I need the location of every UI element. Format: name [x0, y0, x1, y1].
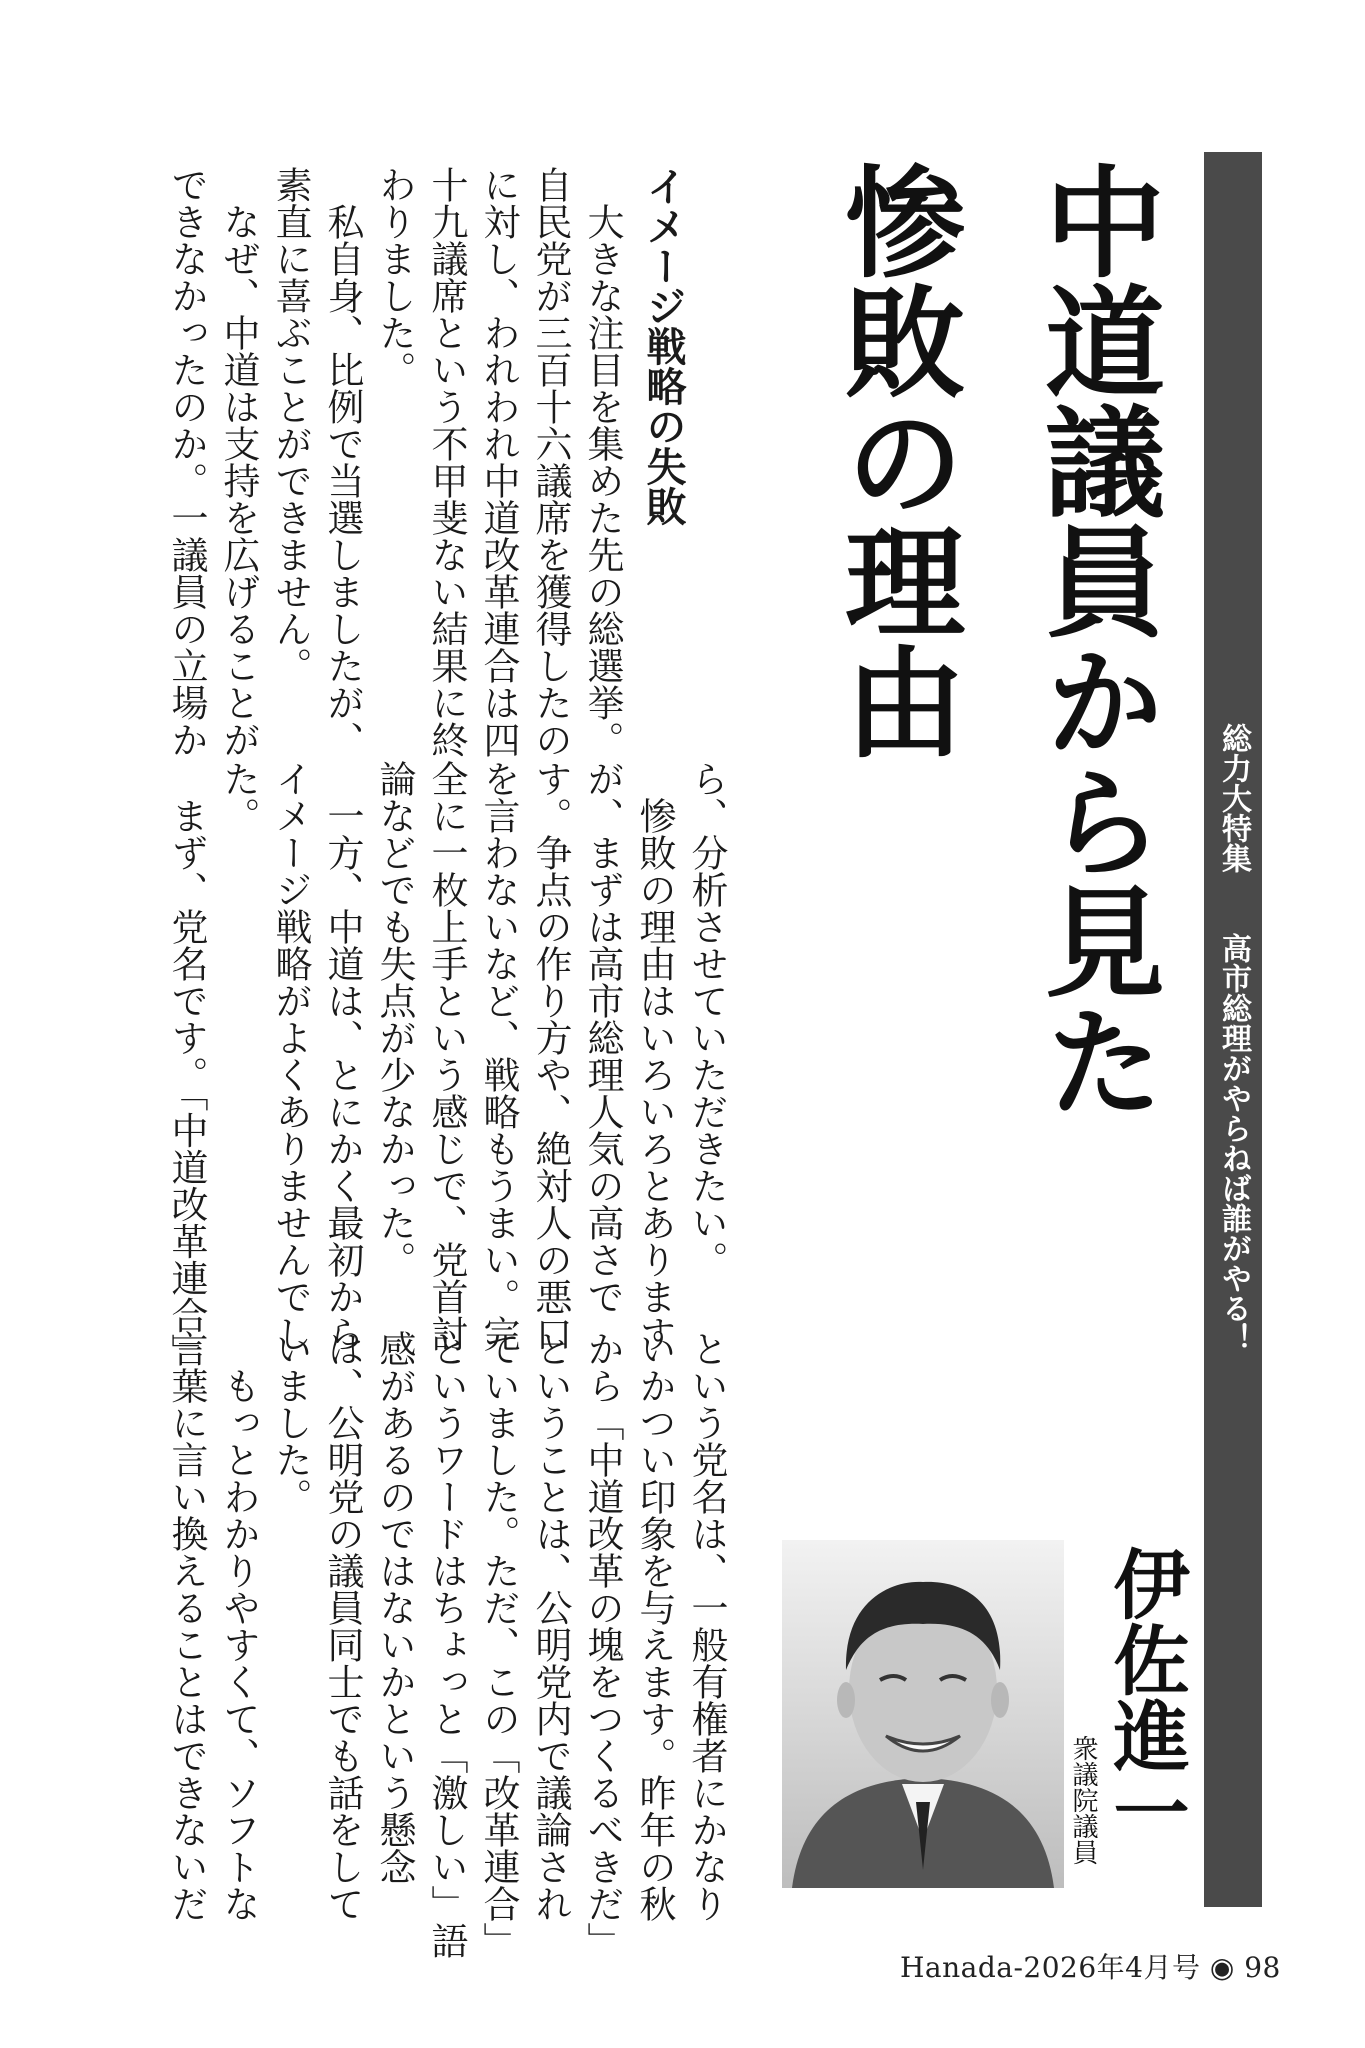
article-line: なぜ、中道は支持を広げることが: [217, 166, 260, 758]
article-column-bottom: [160, 1330, 732, 1959]
section-heading: イメージ戦略の失敗: [640, 166, 686, 526]
author-role: 衆議院議員: [1068, 1735, 1098, 1865]
article-line: 一方、中道は、とにかく最初から: [321, 760, 364, 1352]
article-line: 自民党が三百十六議席を獲得したの: [529, 166, 572, 758]
article-line: イメージ戦略がよくありませんでし: [269, 760, 312, 1352]
article-line: ら、分析させていただきたい。: [685, 760, 728, 1278]
article-line: まず、党名です。「中道改革連合」: [165, 760, 208, 1371]
article-line: 十九議席という不甲斐ない結果に終: [425, 166, 468, 758]
article-line: というワードはちょっと「激しい」語: [425, 1330, 468, 1959]
feature-label: 総力大特集: [1216, 723, 1251, 873]
article-line: いかつい印象を与えます。昨年の秋: [633, 1330, 676, 1922]
article-column-middle: [160, 760, 732, 1371]
article-line: は、公明党の議員同士でも話をして: [321, 1330, 364, 1922]
article-line: 私自身、比例で当選しましたが、: [321, 166, 364, 758]
article-line: 言葉に言い換えることはできないだ: [165, 1330, 208, 1922]
page-footer: Hanada-2026年4月号 ◉ 98: [900, 1951, 1281, 1984]
article-line: す。争点の作り方や、絶対人の悪口: [529, 760, 572, 1352]
article-line: 惨敗の理由はいろいろとあります: [633, 760, 676, 1352]
article-line: できなかったのか。一議員の立場か: [165, 166, 208, 758]
author-photo: [782, 1540, 1064, 1888]
article-line: が、まずは高市総理人気の高さで: [581, 760, 624, 1315]
article-column-top: [160, 166, 698, 758]
article-line: を言わないなど、戦略もうまい。完: [477, 760, 520, 1352]
article-line: 論などでも失点が少なかった。: [373, 760, 416, 1278]
article-title-line2: 惨敗の理由: [825, 160, 966, 760]
article-line: もっとわかりやすくて、ソフトな: [217, 1330, 260, 1922]
article-line: ということは、公明党内で議論され: [529, 1330, 572, 1922]
feature-slogan: 高市総理がやらねば誰がやる！: [1216, 933, 1251, 1353]
article-line: 全に一枚上手という感じで、党首討: [425, 760, 468, 1352]
author-name: 伊佐進一: [1101, 1545, 1190, 1849]
article-line: という党名は、一般有権者にかなり: [685, 1330, 728, 1922]
article-line: に対し、われわれ中道改革連合は四: [477, 166, 520, 758]
article-line: いました。: [269, 1330, 312, 1515]
article-line: わりました。: [373, 166, 416, 388]
article-line: 大きな注目を集めた先の総選挙。: [581, 166, 624, 758]
article-line: 素直に喜ぶことができません。: [269, 166, 312, 684]
article-line: た。: [217, 760, 260, 834]
feature-banner: [1204, 188, 1262, 1888]
article-line: から「中道改革の塊をつくるべきだ」: [581, 1330, 624, 1959]
article-title-line1: 中道議員から見た: [1025, 160, 1166, 1120]
article-line: ていました。ただ、この「改革連合」: [477, 1330, 520, 1959]
article-line: 感があるのではないかという懸念: [373, 1330, 416, 1885]
